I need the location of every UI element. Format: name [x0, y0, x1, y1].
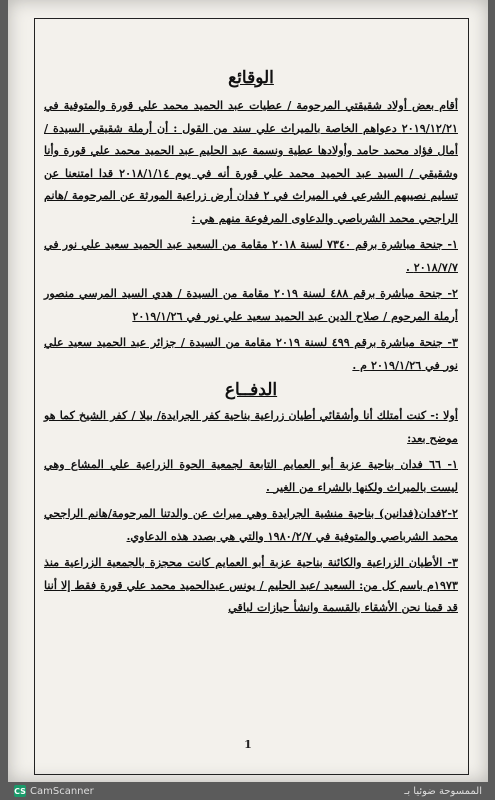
- scanner-watermark-bar: [8, 782, 488, 800]
- defense-heading: الدفــاع: [224, 380, 278, 400]
- lawsuit-item-1: ١- جنحة مباشرة برقم ٧٣٤٠ لسنة ٢٠١٨ مقامة من السعيد عبد الحميد سعيد علي نور في ٢٠١٨/٧/٧ .: [44, 237, 459, 274]
- defense-intro: أولا :- كنت أمتلك أنا وأشقائي أطيان زراعية بناحية كفر الجرايدة/ بيلا / كفر الشيخ كما هو موضح بعد:: [44, 408, 458, 445]
- defense-item-2: ٢-٢فدان(فدانين) بناحية منشية الجرايدة وهي ميراث عن والدتنا المرحومة/هانم الراجحي محمد الشرباصي والمتوفية في ١٩٨٠/٢/٧ والتي هي بصدد هذه الدعاوي.: [44, 506, 458, 543]
- scanner-brand-name: CamScanner: [30, 785, 94, 797]
- camscanner-logo-icon: CS: [14, 786, 26, 796]
- page-number: 1: [244, 738, 252, 751]
- facts-heading: الوقائع: [228, 68, 274, 88]
- defense-item-1: ١- ٦٦ فدان بناحية عزبة أبو العمايم التابعة لجمعية الحوة الزراعية علي المشاع وهي ليست بالميراث ولكنها بالشراء من الغير .: [44, 457, 458, 494]
- document-body: [44, 22, 458, 619]
- lawsuit-item-2: ٢- جنحة مباشرة برقم ٤٨٨ لسنة ٢٠١٩ مقامة من السيدة / هدي السيد المرسي منصور أرملة المرحوم / صلاح الدين عبد الحميد سعيد علي نور في ٢٠١٩/١/٢٦: [44, 286, 459, 323]
- intro-paragraph: أقام بعض أولاد شقيقتي المرحومة / عطيات عبد الحميد محمد علي قورة والمتوفية في ٢٠١٩/١٢/٢١ دعواهم الخاصة بالميراث علي سند من القول : أن أرملة شقيقي السيدة / أمال فؤاد محمد حامد وأولادها عطية ونسمة عبد الحليم عبد الحميد محمد علي قورة وأنا وشقيقي / السيد عبد الحميد محمد علي قورة أنه في يوم ٢٠١٨/١/١٤ قدا امتنعنا عن تسليم نصيبهم الشرعي في الميراث في ٢ فدان أرض زراعية المورثة عن المرحومة /هانم الراجحي محمد الشرباصي والدعاوى المرفوعة منهم هي :: [44, 98, 458, 225]
- scanner-label: الممسوحة ضوئيا بـ: [404, 785, 482, 797]
- defense-item-3: ٣- الأطيان الزراعية والكائنة بناحية عزبة أبو العمايم كانت محجزة بالجمعية الزراعية منذ ١٩٧٣م باسم كل من: السعيد /عبد الحليم / يونس عبدالحميد محمد علي قورة فقط إلا أننا قد قمنا نحن الأشقاء بالقسمة وانشأ حيازات لباقي: [44, 555, 458, 614]
- scanned-page: [8, 0, 488, 782]
- lawsuit-item-3: ٣- جنحة مباشرة برقم ٤٩٩ لسنة ٢٠١٩ مقامة من السيدة / جزائر عبد الحميد سعيد علي نور في ٢٠١٩/١/٢٦ م .: [44, 335, 458, 372]
- scanner-brand: [14, 785, 94, 797]
